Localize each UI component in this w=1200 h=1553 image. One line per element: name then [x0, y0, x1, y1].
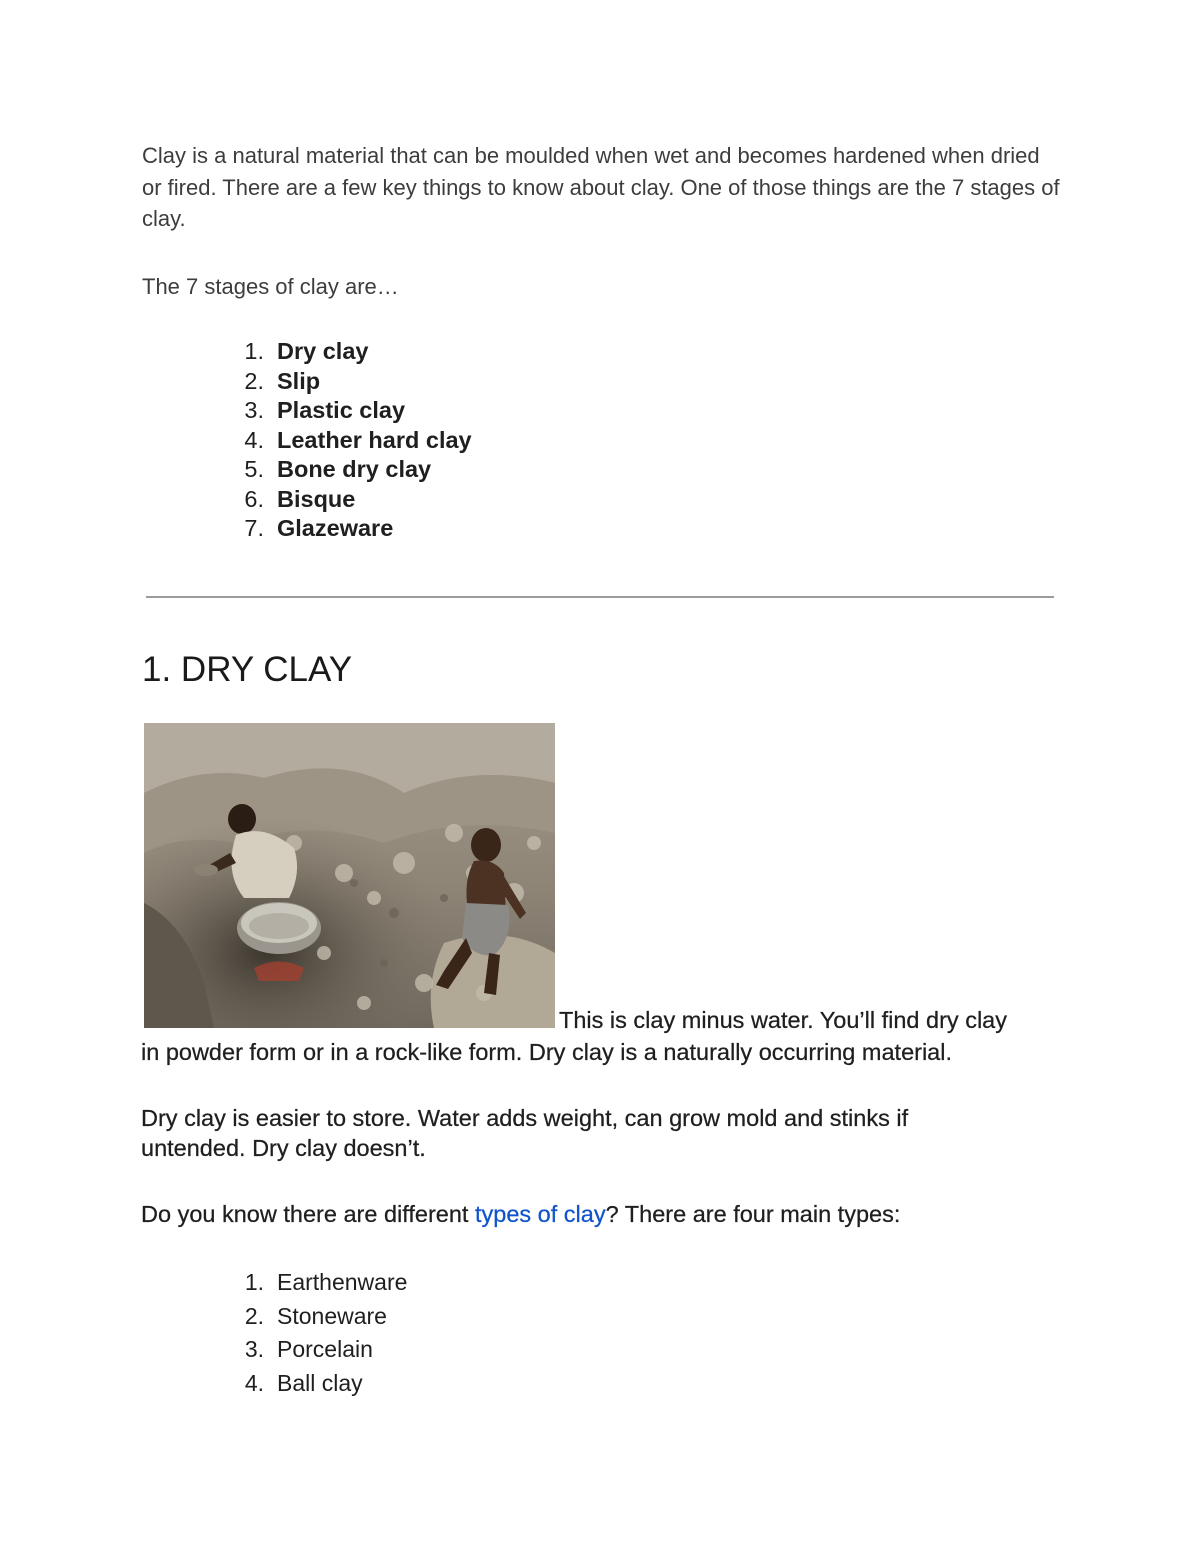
list-number: 1. [244, 1269, 264, 1295]
list-item [0, 396, 472, 426]
dry-clay-photo [144, 723, 555, 1028]
list-number: 2. [244, 1302, 264, 1329]
types-intro-text: Do you know there are different [141, 1201, 475, 1227]
storage-line-2: untended. Dry clay doesn’t. [141, 1135, 426, 1161]
list-item [0, 1300, 407, 1334]
list-number: 3. [244, 397, 264, 423]
horizontal-rule [146, 596, 1054, 598]
list-number: 4. [244, 426, 264, 453]
list-number: 7. [244, 515, 264, 541]
list-number: 2. [244, 367, 264, 394]
list-item [0, 1333, 407, 1367]
section-heading: 1. DRY CLAY [142, 650, 353, 689]
caption-line-2: in powder form or in a rock-like form. Dry clay is a naturally occurring material. [141, 1039, 953, 1065]
list-item [0, 426, 472, 456]
list-item [0, 1266, 407, 1300]
list-item-label: Porcelain [277, 1336, 373, 1363]
list-number: 3. [244, 1336, 264, 1363]
list-number: 5. [244, 456, 264, 482]
list-number: 4. [244, 1370, 264, 1397]
list-item [0, 1367, 407, 1401]
caption-line-1: This is clay minus water. You’ll find dry clay [559, 1007, 1007, 1033]
types-paragraph [141, 1199, 900, 1229]
list-item-label: Slip [277, 367, 321, 394]
types-of-clay-link[interactable]: types of clay [474, 1201, 606, 1227]
list-item [0, 367, 472, 397]
list-item-label: Bisque [277, 485, 356, 512]
stages-lead: The 7 stages of clay are… [142, 274, 399, 299]
list-item-label: Glazeware [277, 515, 394, 541]
list-item-label: Stoneware [277, 1302, 387, 1329]
types-intro-tail: ? There are four main types: [605, 1201, 901, 1227]
list-number: 6. [244, 485, 264, 512]
intro-paragraph: Clay is a natural material that can be moulded when wet and becomes hardened when dried or fired. There are a few key things to know about clay. One of those things are the 7 stages of clay. [142, 143, 1060, 231]
list-item-label: Bone dry clay [277, 456, 432, 482]
list-item [0, 514, 472, 544]
list-item [0, 455, 472, 485]
storage-line-1: Dry clay is easier to store. Water adds weight, can grow mold and stinks if [141, 1105, 909, 1131]
clay-types-list [0, 1266, 407, 1401]
list-item-label: Plastic clay [277, 397, 406, 423]
list-item-label: Leather hard clay [277, 426, 472, 453]
list-number: 1. [244, 338, 264, 364]
storage-paragraph [141, 1103, 1041, 1163]
list-item [0, 485, 472, 515]
list-item-label: Ball clay [277, 1370, 363, 1397]
list-item-label: Earthenware [277, 1269, 408, 1295]
stages-list [0, 337, 472, 544]
list-item [0, 337, 472, 367]
list-item-label: Dry clay [277, 338, 369, 364]
